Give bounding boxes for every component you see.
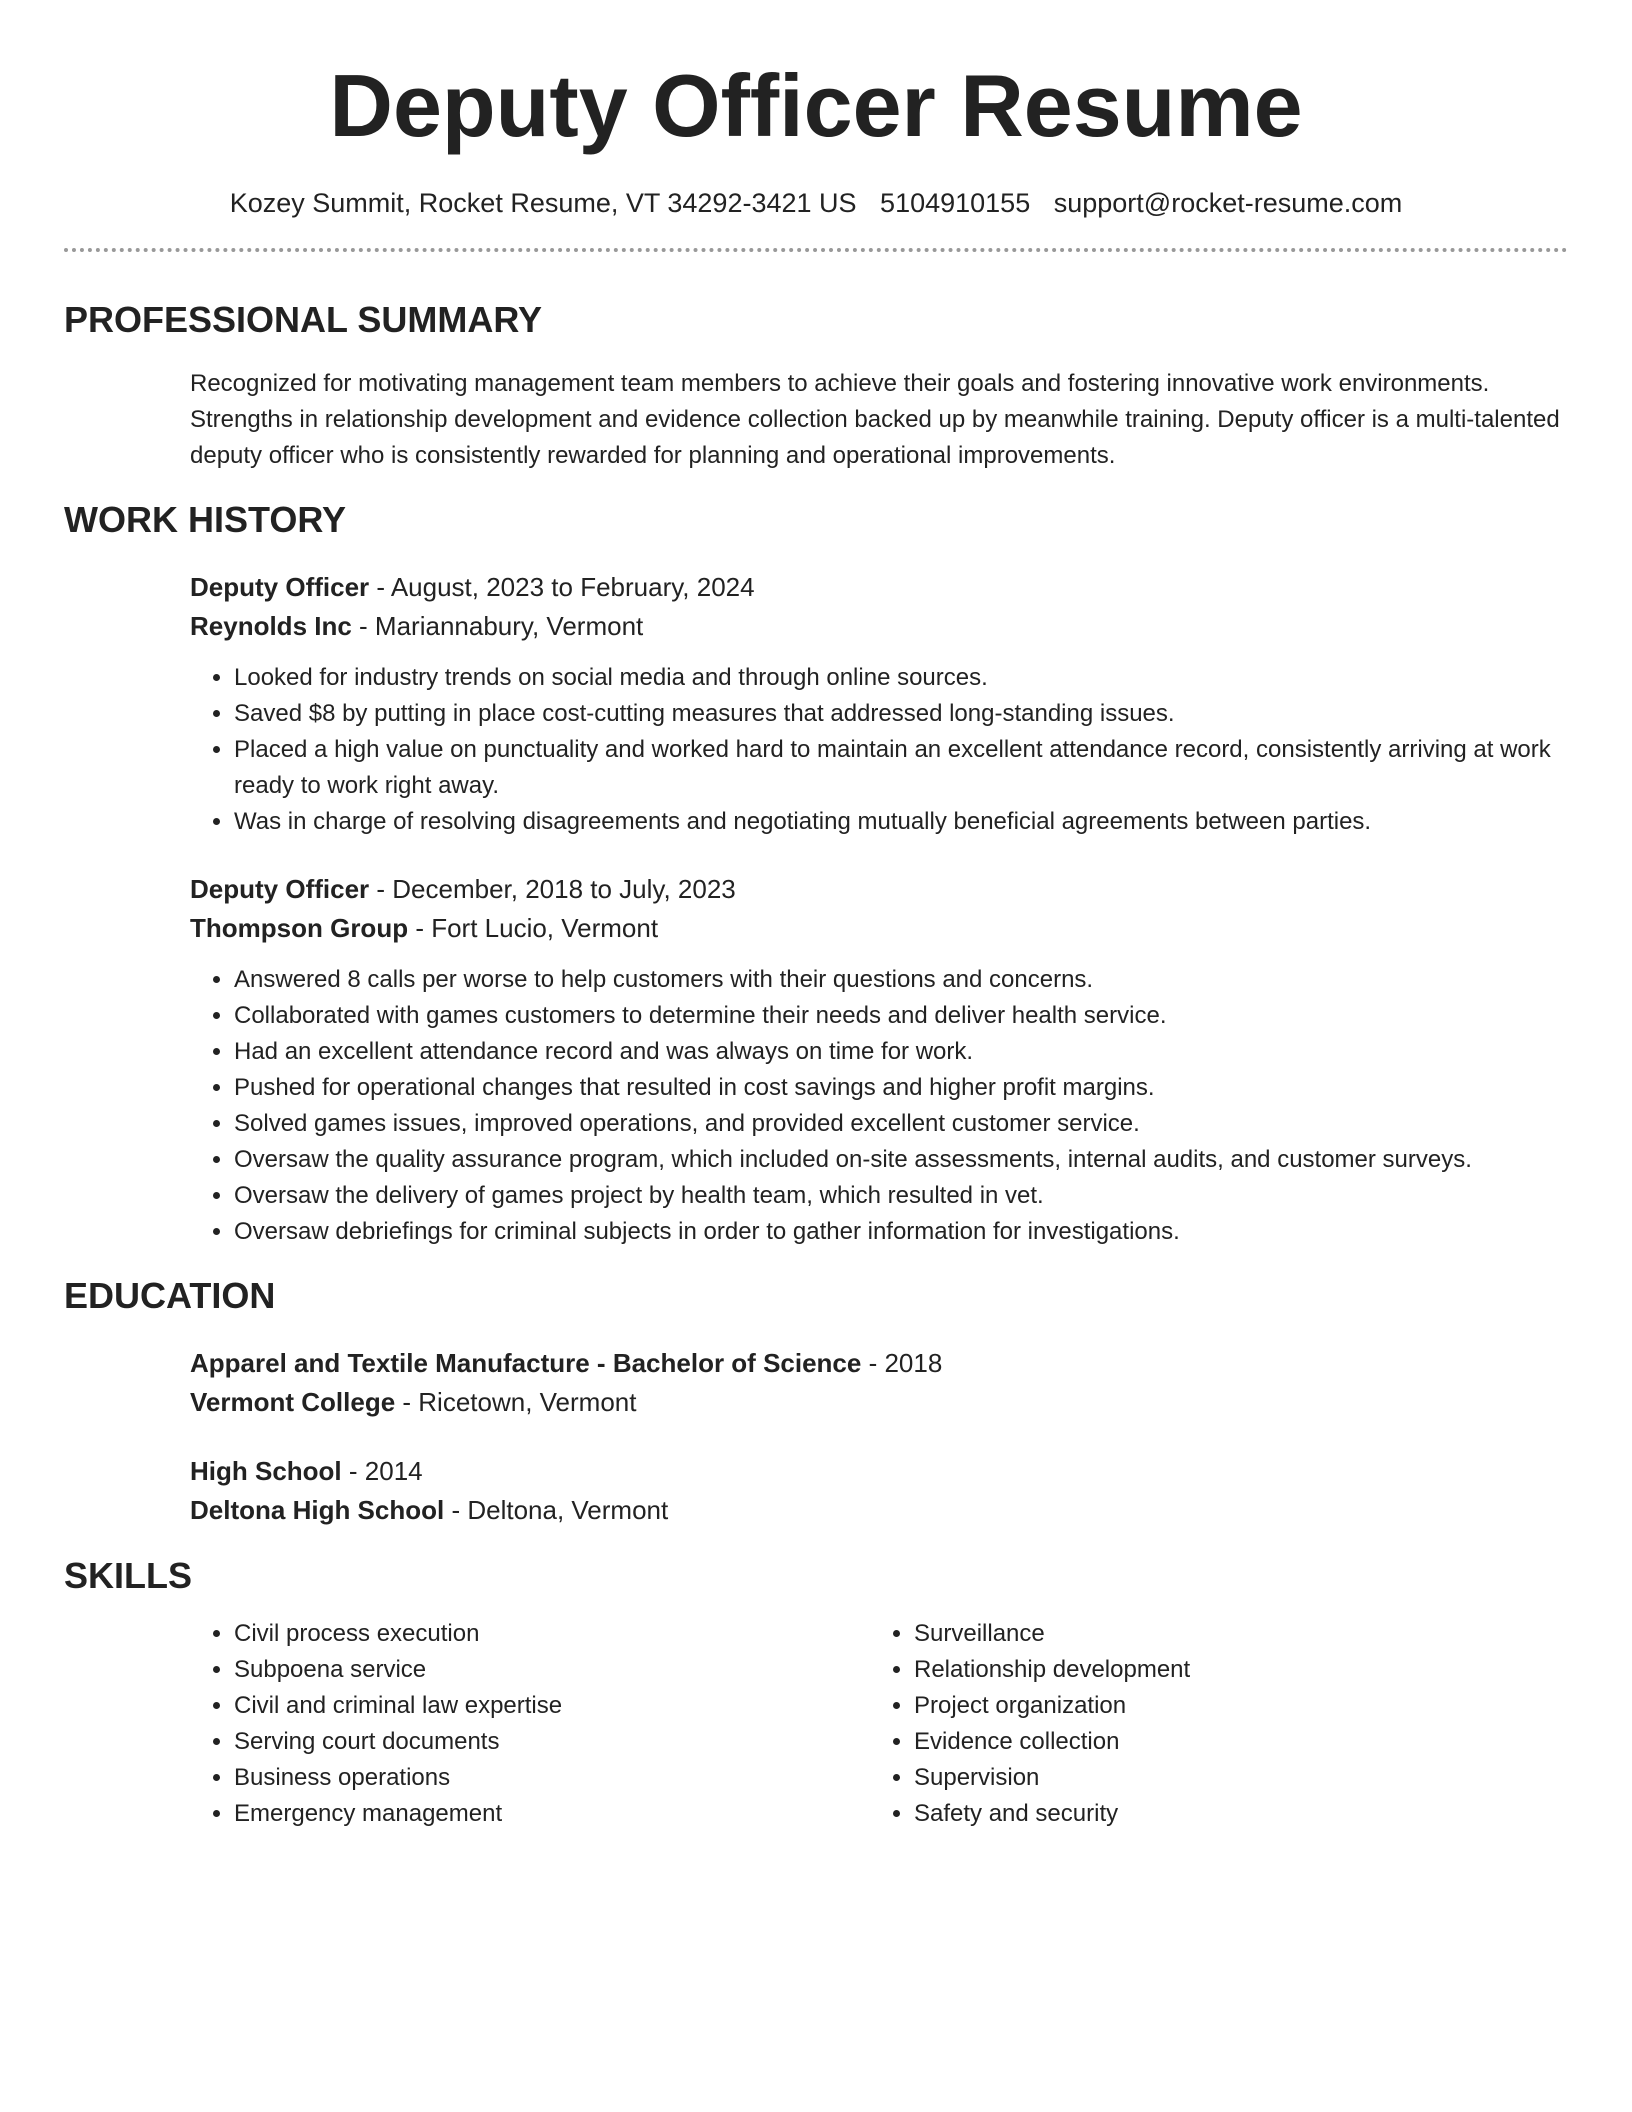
job-entry: [190, 870, 1568, 1250]
job-location: - Fort Lucio, Vermont: [408, 913, 659, 943]
education-degree: High School: [190, 1456, 342, 1486]
resume-title: Deputy Officer Resume: [329, 56, 1303, 155]
skill-item: • Business operations: [234, 1760, 870, 1796]
education-year: - 2014: [341, 1456, 423, 1486]
job-bullet: • Oversaw the quality assurance program, which included on-site assessments, internal audits, and customer surveys.: [234, 1142, 1568, 1178]
job-bullet: • Solved games issues, improved operations, and provided excellent customer service.: [234, 1106, 1568, 1142]
header-divider: [64, 248, 1568, 252]
skill-item: • Relationship development: [914, 1652, 1550, 1688]
skills-columns: [190, 1616, 1568, 1832]
skills-column-left: [190, 1616, 870, 1832]
job-bullet: • Oversaw the delivery of games project by health team, which resulted in vet.: [234, 1178, 1568, 1214]
job-bullets: [190, 660, 1568, 840]
education-location: - Ricetown, Vermont: [395, 1387, 637, 1417]
skill-item: • Subpoena service: [234, 1652, 870, 1688]
job-title-line: [190, 870, 1568, 909]
job-company-line: [190, 909, 1568, 948]
contact-phone: 5104910155: [880, 188, 1031, 218]
job-bullet: • Was in charge of resolving disagreements and negotiating mutually beneficial agreements between parties.: [234, 804, 1568, 840]
skill-item: • Safety and security: [914, 1796, 1550, 1832]
contact-email: support@rocket-resume.com: [1053, 188, 1403, 218]
skill-item: • Project organization: [914, 1688, 1550, 1724]
job-title-line: [190, 568, 1568, 607]
skill-item: • Surveillance: [914, 1616, 1550, 1652]
job-entry: [190, 568, 1568, 840]
education-school-line: [190, 1491, 1568, 1530]
job-dates: - December, 2018 to July, 2023: [369, 874, 736, 904]
skills-list: [190, 1616, 870, 1832]
job-bullet: • Answered 8 calls per worse to help customers with their questions and concerns.: [234, 962, 1568, 998]
skill-item: • Serving court documents: [234, 1724, 870, 1760]
education-heading: EDUCATION: [64, 1275, 276, 1316]
job-bullet: • Saved $8 by putting in place cost-cutting measures that addressed long-standing issues.: [234, 696, 1568, 732]
education-entry: [190, 1344, 1568, 1422]
summary-heading: PROFESSIONAL SUMMARY: [64, 299, 543, 340]
job-bullet: • Oversaw debriefings for criminal subjects in order to gather information for investigations.: [234, 1214, 1568, 1250]
job-bullet: • Placed a high value on punctuality and worked hard to maintain an excellent attendance record, consistently arriving at work ready to work right away.: [234, 732, 1568, 804]
education-degree: Apparel and Textile Manufacture - Bachelor of Science: [190, 1348, 862, 1378]
education-year: - 2018: [861, 1348, 943, 1378]
skill-item: • Emergency management: [234, 1796, 870, 1832]
skills-column-right: [870, 1616, 1550, 1832]
job-title: Deputy Officer: [190, 874, 370, 904]
job-bullet: • Had an excellent attendance record and was always on time for work.: [234, 1034, 1568, 1070]
skills-heading: SKILLS: [64, 1555, 193, 1596]
work-history-heading: WORK HISTORY: [64, 499, 347, 540]
job-company-line: [190, 607, 1568, 646]
contact-line: [64, 186, 1568, 220]
education-location: - Deltona, Vermont: [444, 1495, 669, 1525]
summary-text: Recognized for motivating management team members to achieve their goals and fostering innovative work environments. Strengths in relationship development and evidence collection backed up by meanwhile training. Deputy officer is a multi-talented deputy officer who is consistently rewarded for planning and operational improvements.: [190, 370, 1560, 469]
education-degree-line: [190, 1452, 1568, 1491]
job-bullet: • Looked for industry trends on social media and through online sources.: [234, 660, 1568, 696]
job-bullet: • Collaborated with games customers to determine their needs and deliver health service.: [234, 998, 1568, 1034]
skill-item: • Evidence collection: [914, 1724, 1550, 1760]
education-school: Deltona High School: [190, 1495, 445, 1525]
skill-item: • Civil process execution: [234, 1616, 870, 1652]
skill-item: • Supervision: [914, 1760, 1550, 1796]
job-dates: - August, 2023 to February, 2024: [369, 572, 755, 602]
skill-item: • Civil and criminal law expertise: [234, 1688, 870, 1724]
education-degree-line: [190, 1344, 1568, 1383]
education-school-line: [190, 1383, 1568, 1422]
job-location: - Mariannabury, Vermont: [351, 611, 644, 641]
job-company: Reynolds Inc: [190, 611, 352, 641]
education-school: Vermont College: [190, 1387, 396, 1417]
skills-list: [870, 1616, 1550, 1832]
education-entry: [190, 1452, 1568, 1530]
job-title: Deputy Officer: [190, 572, 370, 602]
job-bullet: • Pushed for operational changes that resulted in cost savings and higher profit margins.: [234, 1070, 1568, 1106]
contact-address: Kozey Summit, Rocket Resume, VT 34292-3421 US: [229, 188, 857, 218]
job-bullets: [190, 962, 1568, 1250]
job-company: Thompson Group: [190, 913, 409, 943]
